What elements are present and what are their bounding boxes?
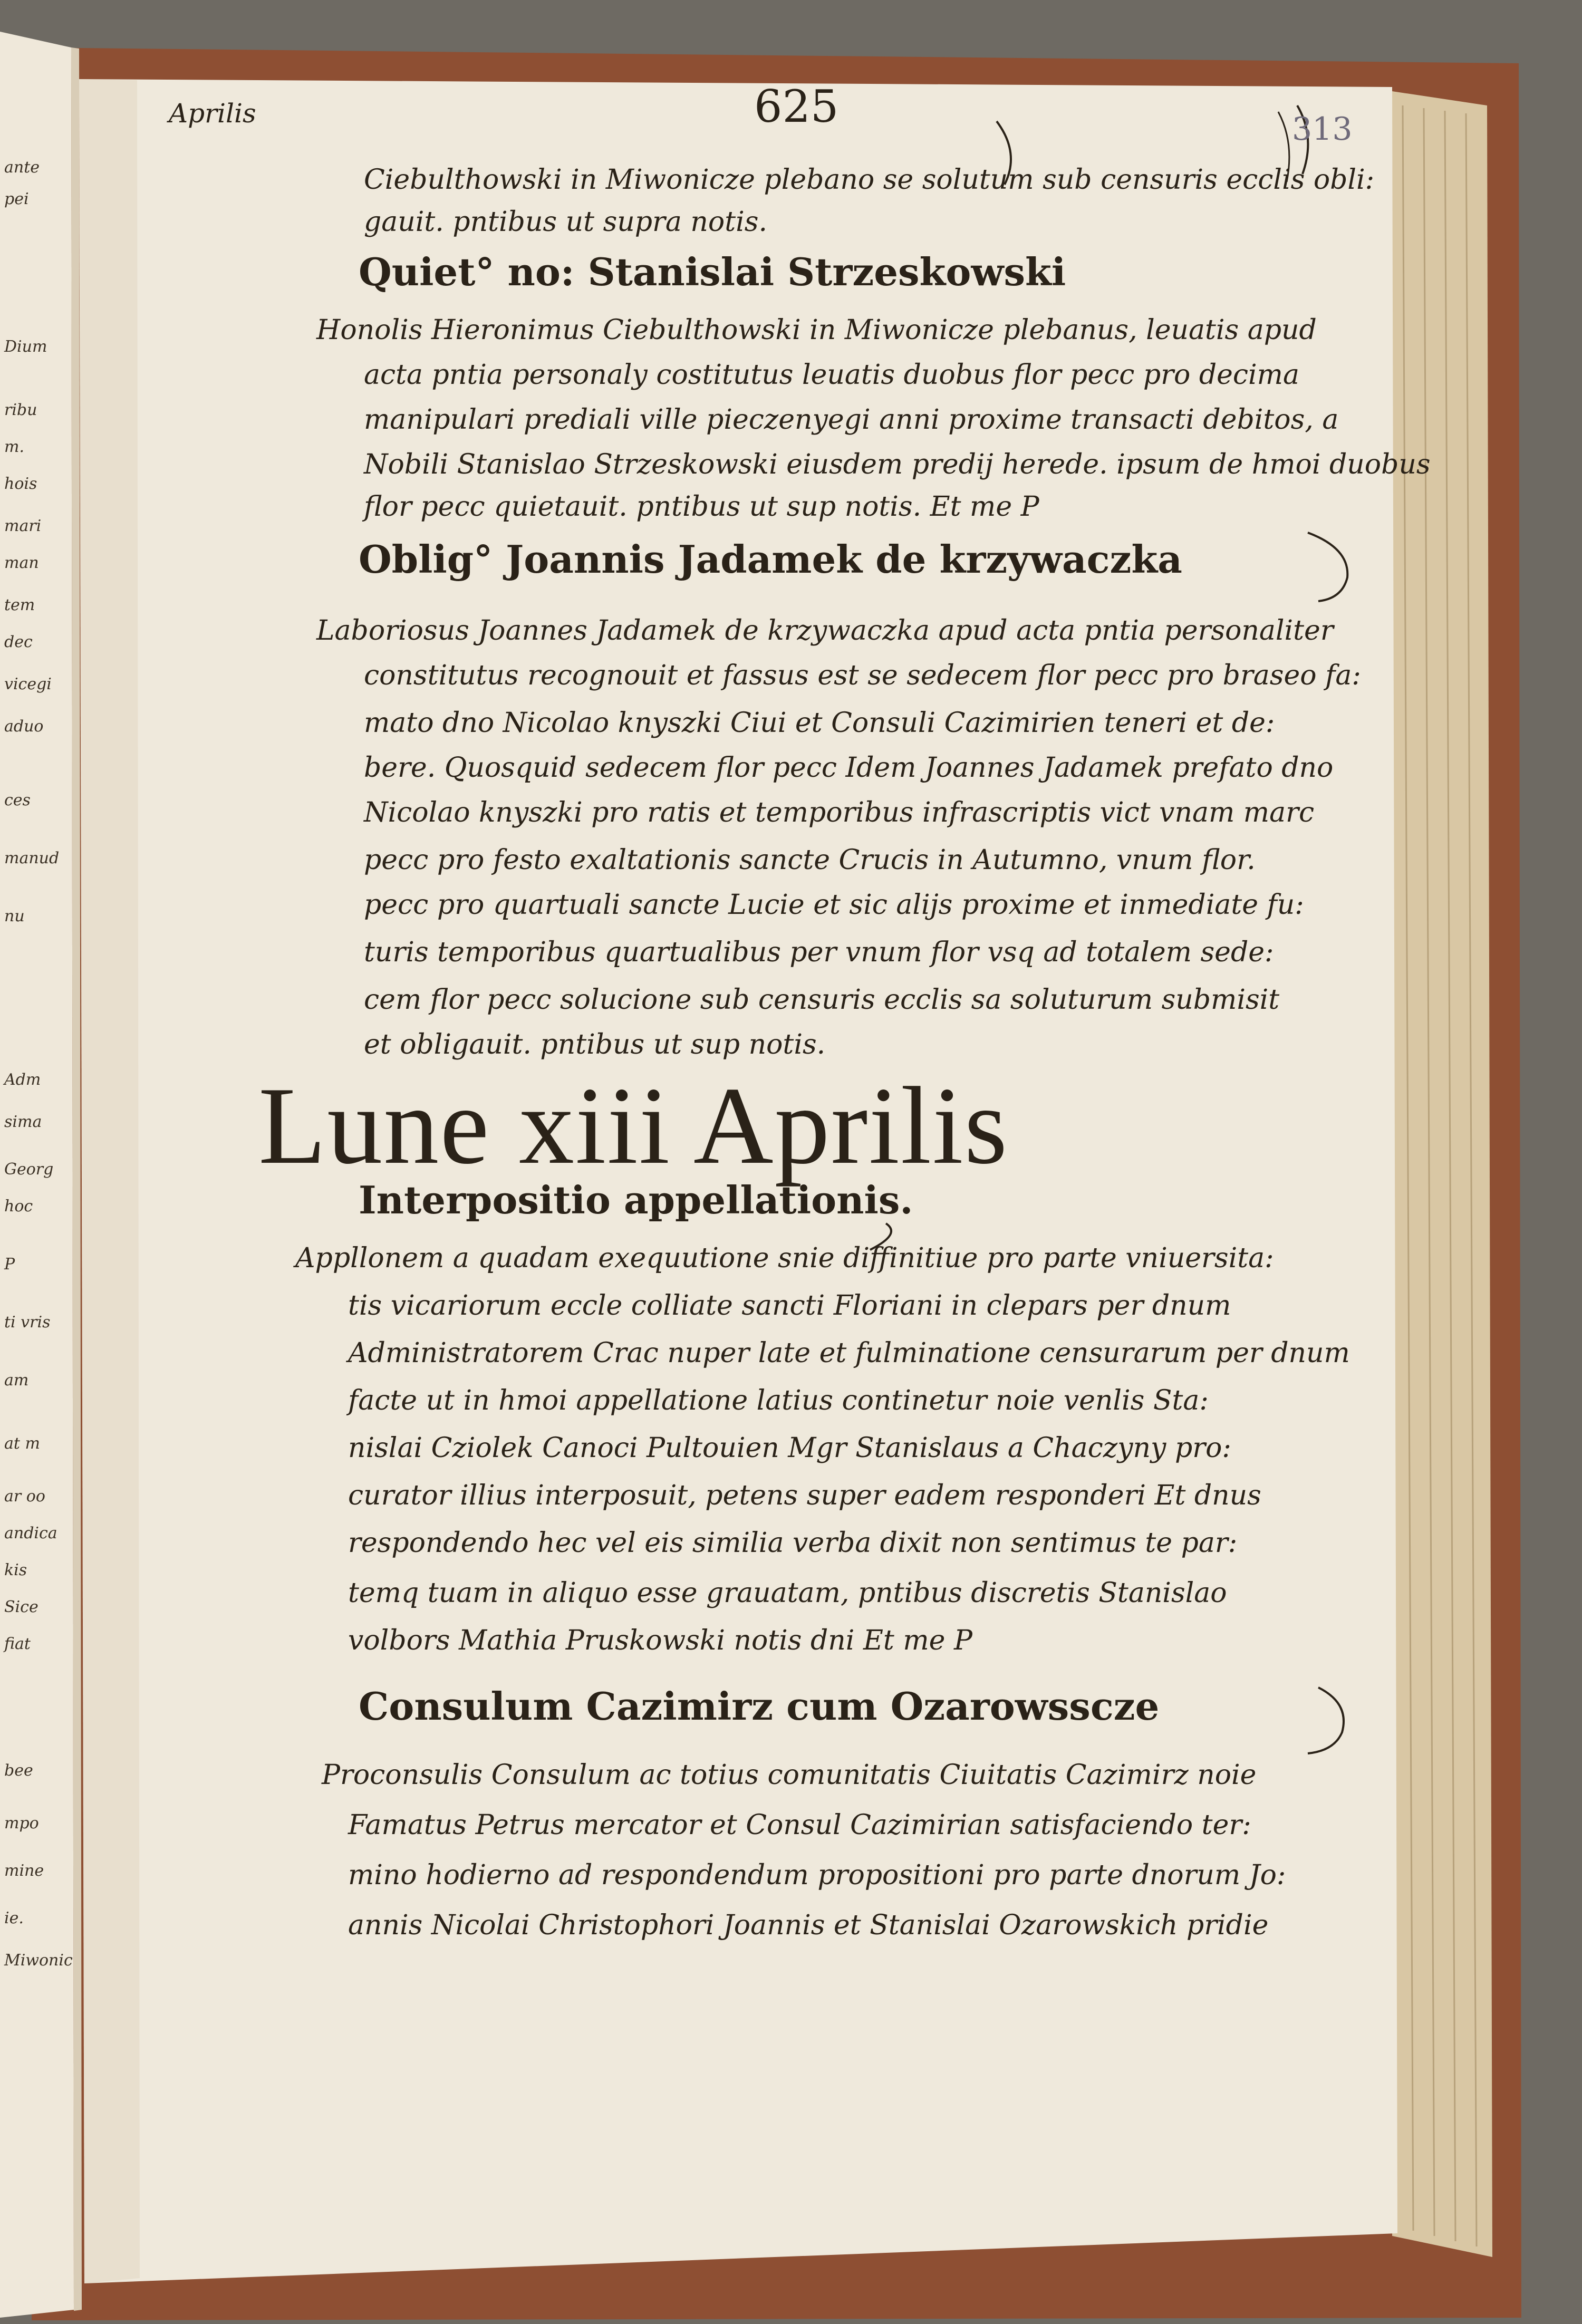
margin-fragment: bee — [4, 1761, 33, 1780]
margin-fragment: mpo — [4, 1814, 39, 1833]
margin-fragment: m. — [4, 438, 24, 456]
margin-fragment: nu — [4, 907, 25, 925]
margin-fragment: ribu — [4, 401, 37, 419]
margin-fragment: ces — [4, 791, 31, 809]
margin-fragment: dec — [4, 633, 33, 651]
margin-fragment: sima — [4, 1113, 42, 1131]
margin-fragment: Adm — [4, 1071, 41, 1089]
margin-fragment: Georg — [4, 1160, 54, 1179]
margin-fragment: aduo — [4, 717, 44, 736]
margin-fragment: at m — [4, 1434, 40, 1453]
margin-fragment: fiat — [4, 1635, 31, 1653]
margin-fragment: vicegi — [4, 675, 52, 693]
margin-fragment: mari — [4, 517, 42, 535]
margin-fragment: ie. — [4, 1909, 24, 1927]
margin-fragment: hois — [4, 475, 37, 493]
margin-fragment: hoc — [4, 1197, 33, 1216]
margin-fragment: kis — [4, 1561, 27, 1579]
margin-fragment: pei — [4, 190, 29, 208]
margin-fragment: P — [4, 1255, 15, 1274]
margin-fragment: manud — [4, 849, 60, 867]
margin-fragment: andica — [4, 1524, 57, 1542]
margin-fragment: tem — [4, 596, 35, 614]
margin-fragment: Dium — [4, 337, 47, 356]
margin-fragment: man — [4, 554, 39, 572]
margin-fragment: ar oo — [4, 1487, 45, 1506]
margin-fragment: Sice — [4, 1598, 38, 1616]
margin-fragment: mine — [4, 1862, 44, 1880]
margin-fragment: am — [4, 1371, 29, 1390]
margin-fragment: ti vris — [4, 1313, 51, 1332]
margin-fragment: ante — [4, 158, 40, 177]
margin-fragment: Miwonic — [4, 1951, 73, 1970]
